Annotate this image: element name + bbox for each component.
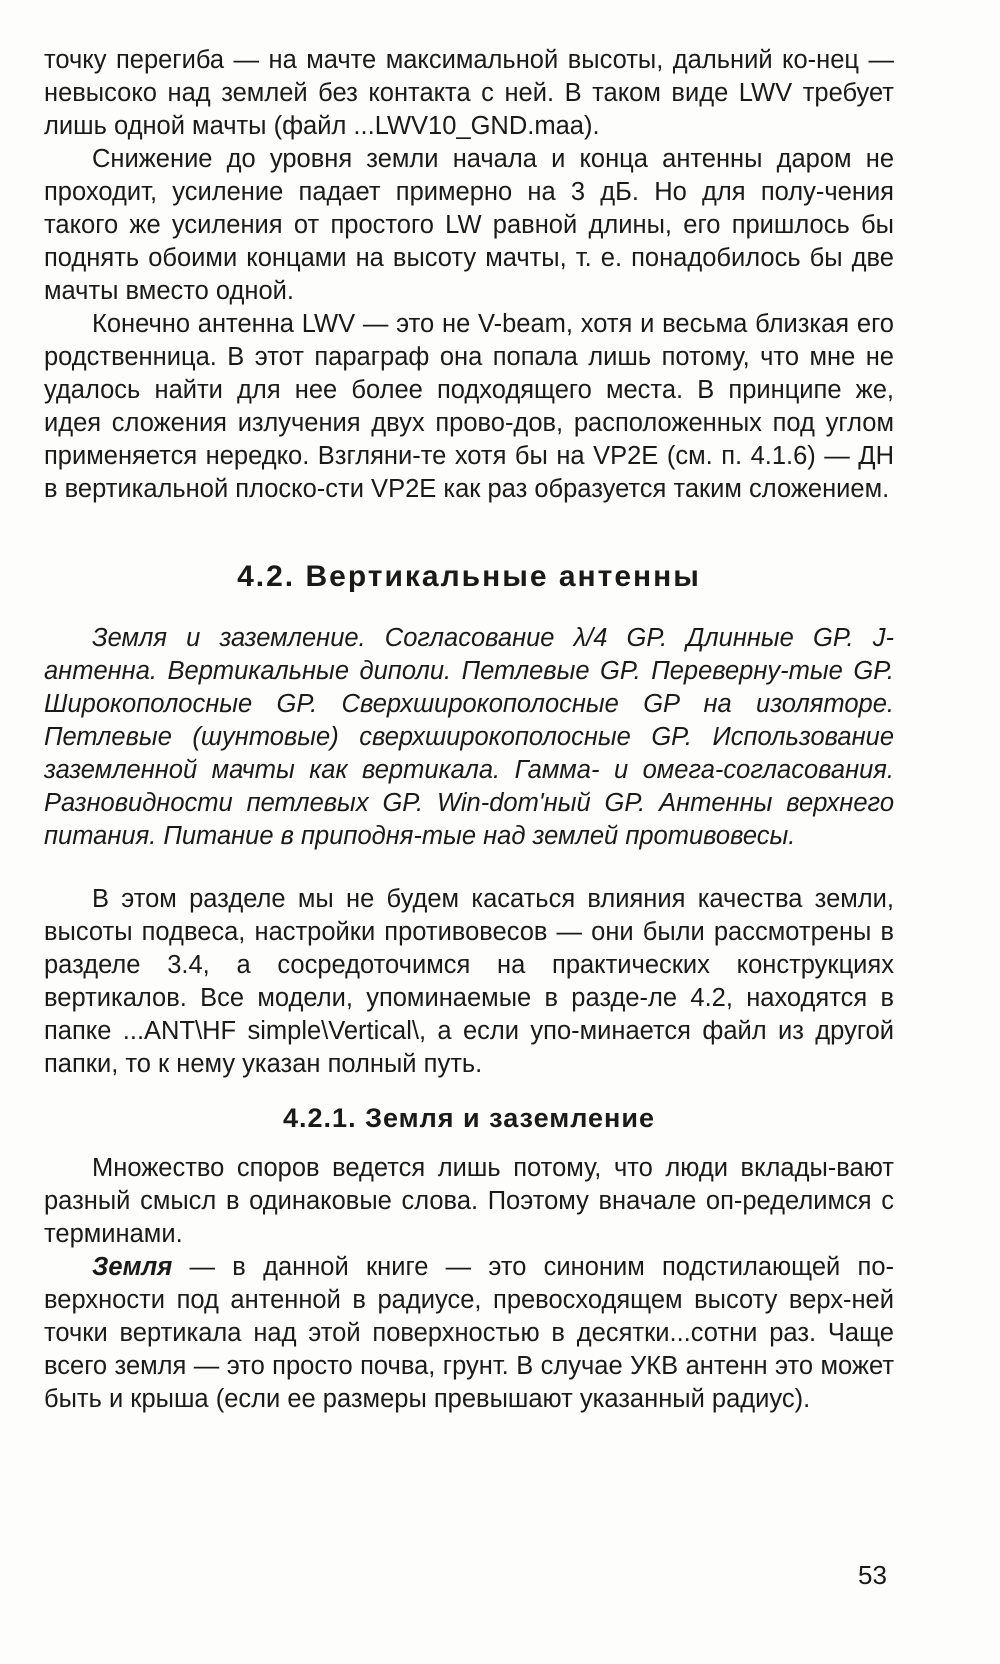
page-number: 53 (858, 1560, 887, 1590)
subsection-paragraph-ground (44, 1251, 894, 1416)
term-earth-definition: — в данной книге — это синоним подстилающей по-верхности под антенной в радиусе, превосходящем высоту верх-ней точки вертикала над этой поверхностью в десятки...сотни раз. Чаще всего земля — это просто почва, грунт. В случае УКВ антенн это может быть и крыша (если ее размеры превышают указанный радиус). (44, 1253, 894, 1413)
subsection-title: 4.2.1. Земля и заземление (283, 1103, 655, 1133)
paragraph-lwv-note: Конечно антенна LWV — это не V-beam, хотя и весьма близкая его родственница. В этот параграф она попала лишь потому, что мне не удалось найти для нее более подходящего места. В принципе же, идея сложения излучения двух прово-дов, расположенных под углом применяется нередко. Взгляни-те хотя бы на VP2E (см. п. 4.1.6) — ДН в вертикальной плоско-сти VP2E как раз образуется таким сложением. (44, 310, 894, 503)
paragraph-ground-level: Снижение до уровня земли начала и конца антенны даром не проходит, усиление падает примерно на 3 дБ. Но для полу-чения такого же усиления от простого LW равной длины, его пришлось бы поднять обоими концами на высоту мачты, т. е. понадобилось бы две мачты вместо одной. (44, 145, 894, 305)
subsection-paragraph-terms: Множество споров ведется лишь потому, что люди вклады-вают разный смысл в одинаковые слова. Поэтому вначале оп-ределимся с терминами. (44, 1154, 894, 1248)
section-title: 4.2. Вертикальные антенны (237, 560, 701, 593)
section-intro: В этом разделе мы не будем касаться влияния качества земли, высоты подвеса, настройки противовесов — они были рассмотрены в разделе 3.4, а сосредоточимся на практических конструкциях вертикалов. Все модели, упоминаемые в разде-ле 4.2, находятся в папке ...ANT\HF simple\Vertical\, а если упо-минается файл из другой папки, то к нему указан полный путь. (44, 885, 894, 1078)
text-column (44, 44, 894, 1416)
term-earth: Земля (92, 1253, 173, 1281)
paragraph-continuation: точку перегиба — на мачте максимальной высоты, дальний ко-нец — невысоко над землей без контакта с ней. В таком виде LWV требует лишь одной мачты (файл ...LWV10_GND.maa). (44, 46, 894, 140)
section-abstract: Земля и заземление. Согласование λ/4 GP. Длинные GP. J-антенна. Вертикальные диполи. Петлевые GP. Переверну-тые GP. Широкополосные GP. Сверхширокополосные GP на изоляторе. Петлевые (шунтовые) сверхширокополосные GP. Использование заземленной мачты как вертикала. Гамма- и омега-согласования. Разновидности петлевых GP. Win-dom'ный GP. Антенны верхнего питания. Питание в приподня-тые над землей противовесы. (44, 624, 894, 850)
